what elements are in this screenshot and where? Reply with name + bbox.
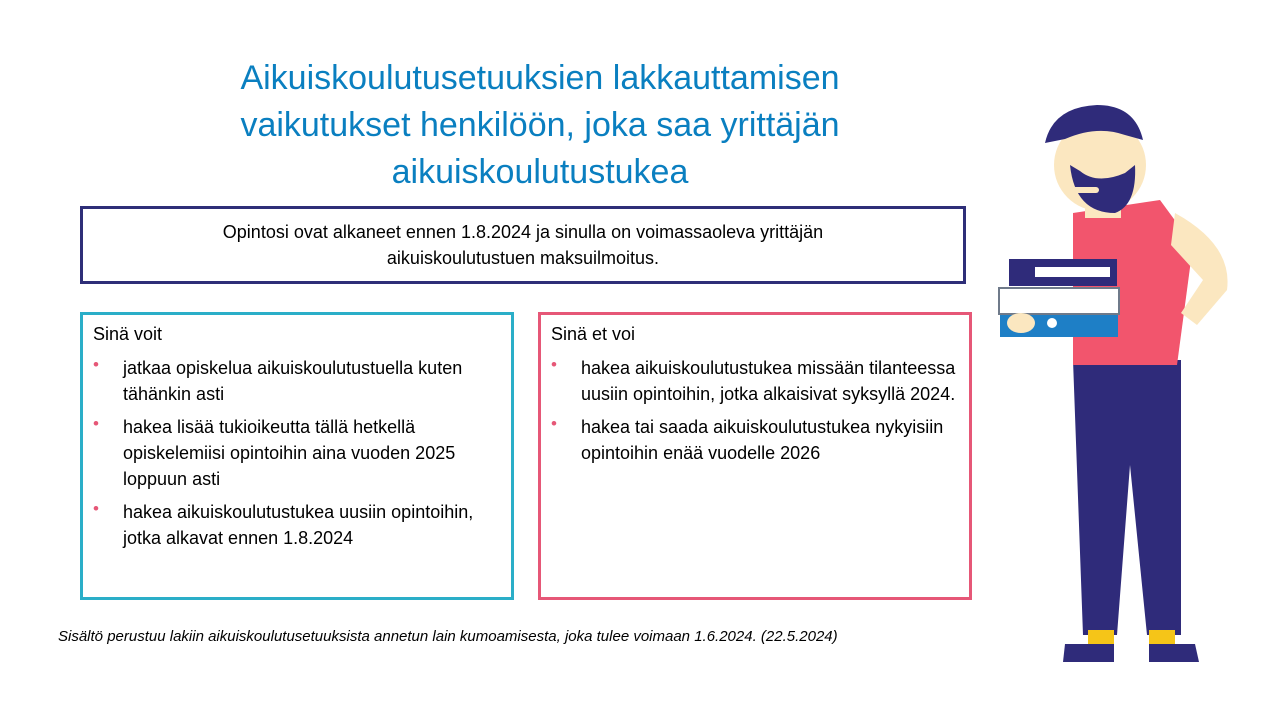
bullet-icon: • xyxy=(93,414,99,433)
list-item xyxy=(93,355,499,407)
list-item-text: hakea tai saada aikuiskoulutustukea nykyisiin opintoihin enää vuodelle 2026 xyxy=(581,417,944,463)
cannot-list xyxy=(551,355,957,466)
bullet-icon: • xyxy=(551,355,557,374)
bullet-icon: • xyxy=(551,414,557,433)
list-item-text: hakea aikuiskoulutustukea uusiin opintoihin, jotka alkavat ennen 1.8.2024 xyxy=(123,502,474,548)
can-panel xyxy=(80,312,514,600)
cannot-panel-heading: Sinä et voi xyxy=(551,324,636,344)
page-title xyxy=(110,55,970,196)
list-item xyxy=(93,414,499,492)
title-line-3: aikuiskoulutustukea xyxy=(391,153,689,191)
bullet-icon: • xyxy=(93,355,99,374)
list-item-text: jatkaa opiskelua aikuiskoulutustuella kuten tähänkin asti xyxy=(123,358,463,404)
title-line-1: Aikuiskoulutusetuuksien lakkauttamisen xyxy=(240,59,840,97)
list-item xyxy=(93,499,499,551)
cannot-panel xyxy=(538,312,972,600)
intro-line-2: aikuiskoulutustuen maksuilmoitus. xyxy=(386,248,660,268)
footnote: Sisältö perustuu lakiin aikuiskoulutusetuuksista annetun lain kumoamisesta, joka tulee voimaan 1.6.2024. (22.5.2024) xyxy=(58,628,838,645)
list-item-text: hakea lisää tukioikeutta tällä hetkellä opiskelemiisi opintoihin aina vuoden 2025 loppuun asti xyxy=(123,417,456,489)
list-item xyxy=(551,355,957,407)
bullet-icon: • xyxy=(93,499,99,518)
person-holding-binders-icon xyxy=(985,95,1255,670)
intro-box xyxy=(80,206,966,284)
list-item xyxy=(551,414,957,466)
can-panel-heading: Sinä voit xyxy=(93,324,163,344)
list-item-text: hakea aikuiskoulutustukea missään tilanteessa uusiin opintoihin, jotka alkaisivat syksyllä 2024. xyxy=(581,358,956,404)
can-list xyxy=(93,355,499,551)
title-line-2: vaikutukset henkilöön, joka saa yrittäjän xyxy=(240,106,840,144)
intro-line-1: Opintosi ovat alkaneet ennen 1.8.2024 ja sinulla on voimassaoleva yrittäjän xyxy=(222,222,824,242)
